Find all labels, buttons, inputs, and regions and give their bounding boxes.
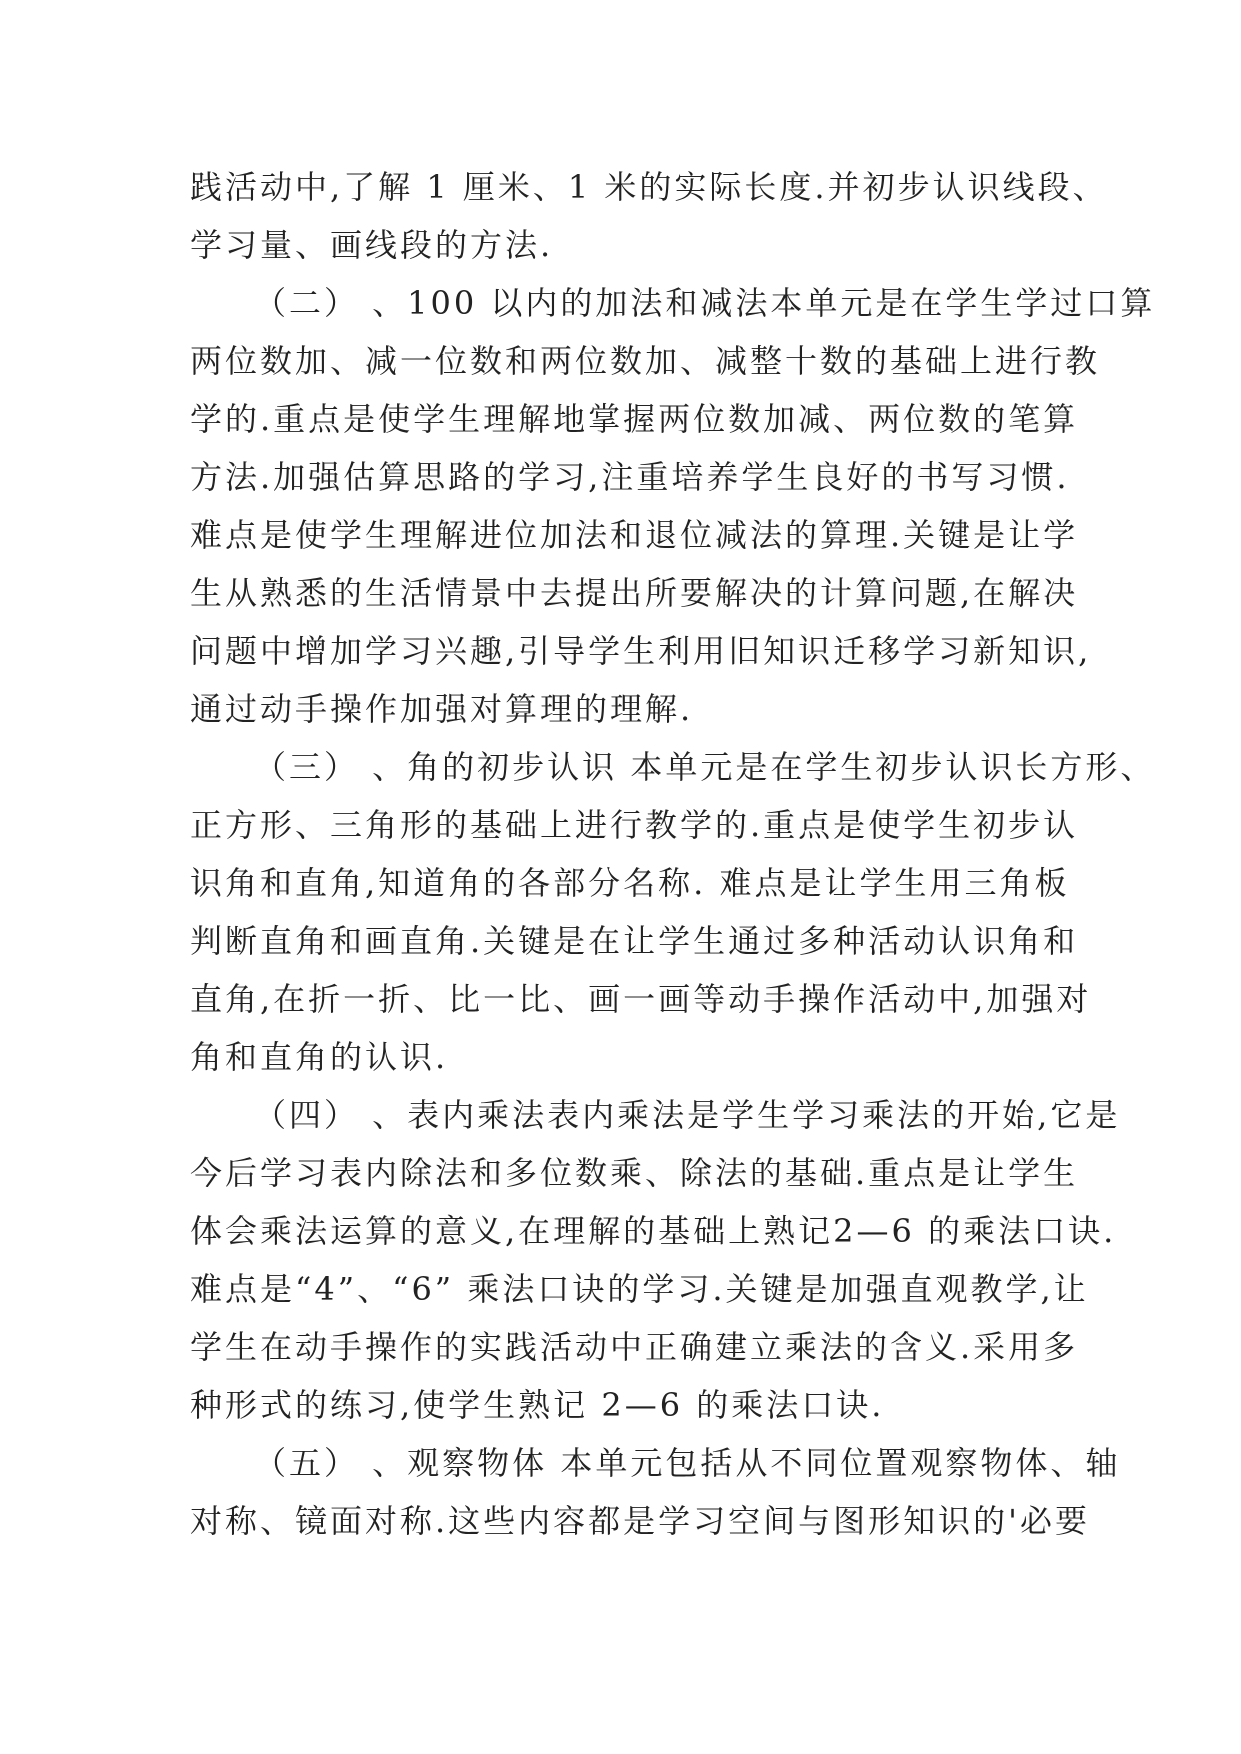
text-line: 识角和直角,知道角的各部分名称. 难点是让学生用三角板 [190,864,1070,902]
text-line: 对称、镜面对称.这些内容都是学习空间与图形知识的'必要 [190,1502,1090,1540]
text-line: 难点是使学生理解进位加法和退位减法的算理.关键是让学 [190,516,1079,554]
text-line: 直角,在折一折、比一比、画一画等动手操作活动中,加强对 [190,980,1092,1018]
text-line: 学生在动手操作的实践活动中正确建立乘法的含义.采用多 [190,1328,1079,1366]
text-line: 学习量、画线段的方法. [190,226,554,264]
text-line: 判断直角和画直角.关键是在让学生通过多种活动认识角和 [190,922,1079,960]
text-line: 通过动手操作加强对算理的理解. [190,690,694,728]
text-line: 学的.重点是使学生理解地掌握两位数加减、两位数的笔算 [190,400,1079,438]
text-line: 践活动中,了解 1 厘米、1 米的实际长度.并初步认识线段、 [190,168,1108,206]
text-line: 方法.加强估算思路的学习,注重培养学生良好的书写习惯. [190,458,1070,496]
text-line: 正方形、三角形的基础上进行教学的.重点是使学生初步认 [190,806,1079,844]
text-line: （三） 、角的初步认识 本单元是在学生初步认识长方形、 [254,748,1156,786]
text-line: 难点是“4”、“6” 乘法口诀的学习.关键是加强直观教学,让 [190,1270,1089,1308]
body-text [190,158,1156,1550]
text-line: 今后学习表内除法和多位数乘、除法的基础.重点是让学生 [190,1154,1079,1192]
text-line: 种形式的练习,使学生熟记 2—6 的乘法口诀. [190,1386,885,1424]
text-line: （二） 、100 以内的加法和减法本单元是在学生学过口算 [254,284,1156,322]
text-line: 两位数加、减一位数和两位数加、减整十数的基础上进行教 [190,342,1101,380]
text-line: （五） 、观察物体 本单元包括从不同位置观察物体、轴 [254,1444,1121,1482]
text-line: 生从熟悉的生活情景中去提出所要解决的计算问题,在解决 [190,574,1079,612]
text-line: 角和直角的认识. [190,1038,449,1076]
text-line: （四） 、表内乘法表内乘法是学生学习乘法的开始,它是 [254,1096,1121,1134]
text-line: 问题中增加学习兴趣,引导学生利用旧知识迁移学习新知识, [190,632,1092,670]
text-line: 体会乘法运算的意义,在理解的基础上熟记2—6 的乘法口诀. [190,1212,1117,1250]
